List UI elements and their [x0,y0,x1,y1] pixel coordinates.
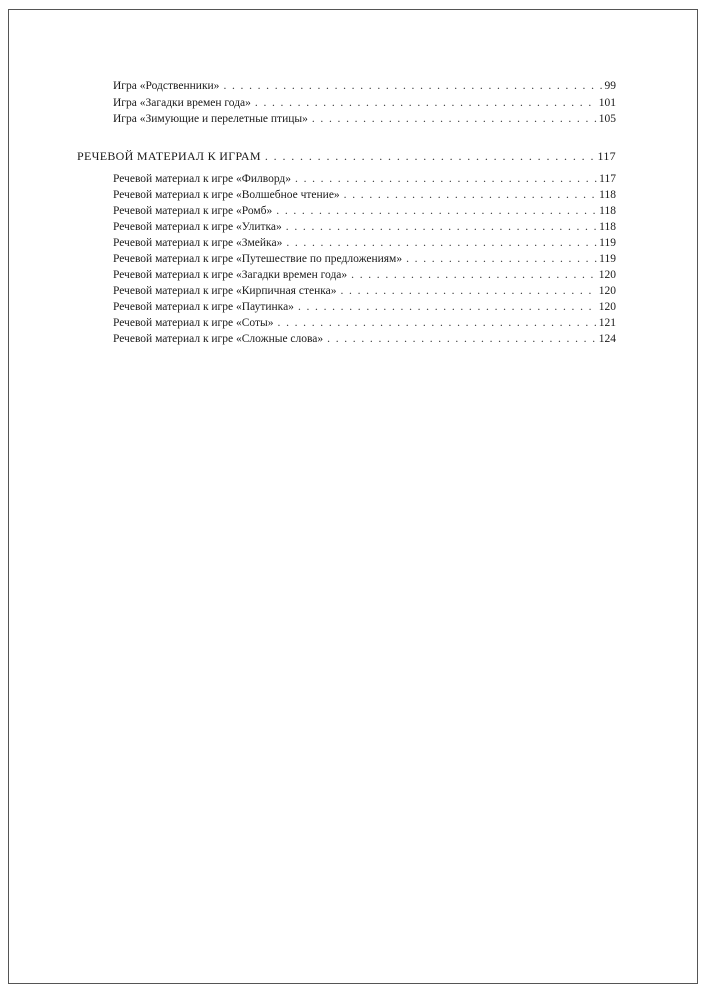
toc-entry [113,188,616,202]
toc-entry-label: Игра «Зимующие и перелетные птицы» [113,113,308,125]
toc-leader-dots [406,252,597,266]
toc-entry-label: Речевой материал к игре «Путешествие по предложениям» [113,253,403,265]
toc-entry-label: Речевой материал к игре «Сложные слова» [113,333,324,345]
toc-entry-label: Речевой материал к игре «Кирпичная стенка» [113,285,337,297]
toc-entry-label: Речевой материал к игре «Ромб» [113,205,273,217]
toc-entry-page: 119 [599,253,616,265]
toc-entry [113,268,616,282]
toc-leader-dots [265,149,596,163]
toc-entry-label: Речевой материал к игре «Загадки времен года» [113,269,348,281]
toc-entry-label: Речевой материал к игре «Паутинка» [113,301,294,313]
toc-entry [113,300,616,314]
toc-entry [113,316,616,330]
toc-entry-page: 120 [598,285,616,297]
toc-entry-label: Речевой материал к игре «Улитка» [113,221,282,233]
toc-leader-dots [298,300,597,314]
toc-entry-page: 99 [604,80,616,92]
toc-leader-dots [286,220,597,234]
toc-leader-dots [276,204,597,218]
toc-entry-label: Речевой материал к игре «Филворд» [113,173,292,185]
toc-entry-page: 117 [599,173,616,185]
toc-entry-page: 120 [598,301,616,313]
toc-entry-page: 121 [598,317,616,329]
toc-section-heading [77,149,616,163]
toc-leader-dots [223,79,602,93]
toc-entry-label: Речевой материал к игре «Волшебное чтение» [113,189,340,201]
toc-entry [113,96,616,110]
toc-entry-label: Речевой материал к игре «Соты» [113,317,274,329]
toc-entry [113,112,616,126]
toc-entry-label: Игра «Родственники» [113,80,220,92]
toc-entry-page: 118 [599,189,616,201]
toc-entry [113,204,616,218]
toc-section-label: РЕЧЕВОЙ МАТЕРИАЛ К ИГРАМ [77,149,261,163]
toc-entry [113,236,616,250]
toc-entry-label: Игра «Загадки времен года» [113,97,251,109]
toc-entry [113,220,616,234]
document-page [8,9,698,984]
toc-entry [113,284,616,298]
toc-entry [113,172,616,186]
toc-entry-page: 105 [598,113,616,125]
table-of-contents [9,10,697,983]
toc-entry-page: 119 [599,237,616,249]
toc-entry-page: 118 [599,221,616,233]
toc-entry-page: 120 [598,269,616,281]
toc-leader-dots [327,332,597,346]
toc-entry-page: 124 [598,333,616,345]
toc-entry [113,252,616,266]
toc-leader-dots [344,188,598,202]
toc-entry-page: 101 [598,97,616,109]
toc-leader-dots [255,96,597,110]
toc-entry-page: 118 [599,205,616,217]
toc-leader-dots [295,172,597,186]
toc-entry-label: Речевой материал к игре «Змейка» [113,237,283,249]
toc-leader-dots [341,284,597,298]
toc-leader-dots [286,236,597,250]
toc-leader-dots [312,112,597,126]
toc-section-page: 117 [597,149,616,163]
toc-leader-dots [278,316,597,330]
toc-entry [113,79,616,93]
toc-leader-dots [351,268,597,282]
toc-entry [113,332,616,346]
